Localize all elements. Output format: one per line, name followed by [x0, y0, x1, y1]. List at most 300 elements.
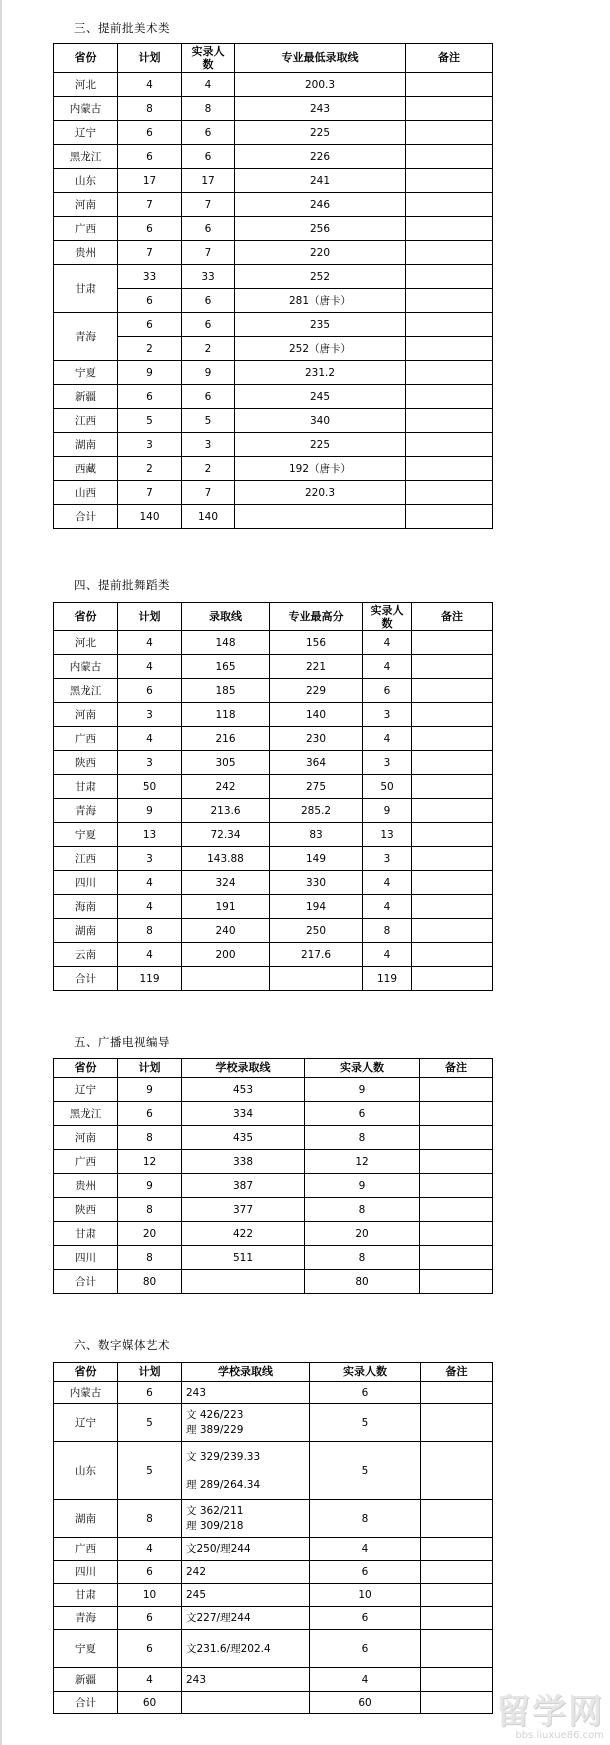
plan-cell: 8 [118, 1126, 182, 1150]
line-cell: 338 [182, 1150, 305, 1174]
total-plan-cell: 119 [118, 967, 182, 991]
admitted-cell: 8 [305, 1198, 420, 1222]
fine-arts-table [53, 43, 493, 529]
admitted-cell: 3 [363, 847, 412, 871]
remark-cell [412, 751, 493, 775]
province-cell: 新疆 [54, 385, 118, 409]
remark-cell [406, 265, 493, 289]
plan-cell: 6 [118, 313, 182, 337]
max-cell: 140 [270, 703, 363, 727]
score-cell: 252（唐卡） [235, 337, 406, 361]
score-cell: 256 [235, 217, 406, 241]
plan-cell: 4 [118, 727, 182, 751]
remark-cell [420, 1150, 493, 1174]
remark-cell [406, 217, 493, 241]
province-cell: 河南 [54, 703, 118, 727]
plan-cell: 4 [118, 895, 182, 919]
admitted-cell: 8 [305, 1246, 420, 1270]
remark-cell [406, 409, 493, 433]
header-province: 省份 [54, 603, 118, 631]
remark-cell [406, 433, 493, 457]
line-cell: 200 [182, 943, 270, 967]
province-cell: 甘肃 [54, 775, 118, 799]
plan-cell: 6 [118, 385, 182, 409]
score-cell: 220 [235, 241, 406, 265]
plan-cell: 2 [118, 457, 182, 481]
admitted-cell: 9 [363, 799, 412, 823]
remark-cell [406, 289, 493, 313]
line-cell [182, 1442, 310, 1500]
header-admitted: 实录人数 [363, 603, 412, 631]
admitted-cell: 4 [363, 655, 412, 679]
header-province: 省份 [54, 1059, 118, 1078]
score-cell: 220.3 [235, 481, 406, 505]
province-cell: 内蒙古 [54, 655, 118, 679]
plan-cell: 12 [118, 1150, 182, 1174]
line-cell: 511 [182, 1246, 305, 1270]
admitted-cell: 8 [305, 1126, 420, 1150]
admitted-cell: 6 [310, 1607, 421, 1630]
admitted-cell: 5 [310, 1404, 421, 1442]
total-label-cell: 合计 [54, 1270, 118, 1294]
province-cell: 山东 [54, 1442, 118, 1500]
province-cell: 甘肃 [54, 1222, 118, 1246]
admitted-cell: 9 [182, 361, 235, 385]
remark-cell [406, 505, 493, 529]
remark-cell [412, 967, 493, 991]
dance-table [53, 602, 493, 991]
header-plan: 计划 [118, 1363, 182, 1382]
remark-cell [412, 799, 493, 823]
line-primary: 245 [186, 1589, 207, 1601]
line-primary: 242 [186, 1566, 207, 1578]
plan-cell: 33 [118, 265, 182, 289]
admitted-cell: 6 [182, 145, 235, 169]
admitted-cell: 7 [182, 241, 235, 265]
plan-cell: 5 [118, 1404, 182, 1442]
line-cell: 334 [182, 1102, 305, 1126]
admitted-cell: 6 [310, 1382, 421, 1404]
remark-cell [412, 823, 493, 847]
province-cell: 贵州 [54, 241, 118, 265]
site-watermark [496, 1694, 604, 1741]
remark-cell [406, 193, 493, 217]
admitted-cell: 4 [363, 727, 412, 751]
remark-cell [421, 1382, 493, 1404]
score-cell: 340 [235, 409, 406, 433]
plan-cell: 3 [118, 847, 182, 871]
plan-cell: 8 [118, 1246, 182, 1270]
line-secondary: 理 389/229 [186, 1423, 244, 1436]
province-cell: 辽宁 [54, 121, 118, 145]
remark-cell [412, 655, 493, 679]
header-max-score: 专业最高分 [270, 603, 363, 631]
province-cell: 海南 [54, 895, 118, 919]
admitted-cell: 3 [182, 433, 235, 457]
plan-cell: 2 [118, 337, 182, 361]
admitted-cell: 20 [305, 1222, 420, 1246]
line-cell: 242 [182, 775, 270, 799]
score-cell: 243 [235, 97, 406, 121]
max-cell: 229 [270, 679, 363, 703]
plan-cell: 17 [118, 169, 182, 193]
admitted-cell: 4 [363, 871, 412, 895]
remark-cell [420, 1198, 493, 1222]
remark-cell [421, 1404, 493, 1442]
total-plan-cell: 80 [118, 1270, 182, 1294]
plan-cell: 6 [118, 1561, 182, 1584]
admitted-cell: 6 [305, 1102, 420, 1126]
line-secondary: 理 309/218 [186, 1519, 244, 1532]
admitted-cell: 8 [310, 1500, 421, 1538]
plan-cell: 5 [118, 1442, 182, 1500]
admitted-cell: 17 [182, 169, 235, 193]
province-cell: 陕西 [54, 1198, 118, 1222]
max-cell [270, 967, 363, 991]
plan-cell: 8 [118, 97, 182, 121]
remark-cell [406, 73, 493, 97]
total-admitted-cell: 119 [363, 967, 412, 991]
plan-cell: 4 [118, 943, 182, 967]
plan-cell: 4 [118, 1668, 182, 1692]
province-cell: 江西 [54, 847, 118, 871]
max-cell: 285.2 [270, 799, 363, 823]
line-cell [182, 1270, 305, 1294]
remark-cell [421, 1630, 493, 1668]
province-cell: 湖南 [54, 433, 118, 457]
province-cell: 广西 [54, 727, 118, 751]
remark-cell [420, 1102, 493, 1126]
plan-cell: 3 [118, 703, 182, 727]
line-cell [182, 1692, 310, 1714]
remark-cell [406, 313, 493, 337]
plan-cell: 10 [118, 1584, 182, 1607]
admitted-cell: 7 [182, 481, 235, 505]
admitted-cell: 6 [182, 217, 235, 241]
remark-cell [406, 121, 493, 145]
province-cell: 西藏 [54, 457, 118, 481]
line-cell [182, 1561, 310, 1584]
plan-cell: 7 [118, 481, 182, 505]
line-primary: 243 [186, 1673, 207, 1686]
remark-cell [412, 943, 493, 967]
admitted-cell: 9 [305, 1174, 420, 1198]
remark-cell [412, 919, 493, 943]
remark-cell [421, 1584, 493, 1607]
remark-cell [421, 1538, 493, 1561]
plan-cell: 20 [118, 1222, 182, 1246]
line-primary: 文 329/239.33 [186, 1450, 261, 1463]
section-title-dance: 四、提前批舞蹈类 [74, 578, 170, 592]
remark-cell [421, 1607, 493, 1630]
plan-cell: 9 [118, 799, 182, 823]
line-cell: 453 [182, 1078, 305, 1102]
plan-cell: 9 [118, 1174, 182, 1198]
remark-cell [420, 1246, 493, 1270]
remark-cell [406, 97, 493, 121]
province-cell: 广西 [54, 1150, 118, 1174]
remark-cell [412, 775, 493, 799]
province-cell: 山东 [54, 169, 118, 193]
line-cell: 213.6 [182, 799, 270, 823]
province-cell: 内蒙古 [54, 97, 118, 121]
line-cell [182, 967, 270, 991]
province-cell: 河南 [54, 193, 118, 217]
province-cell: 河北 [54, 631, 118, 655]
admitted-cell: 4 [363, 895, 412, 919]
plan-cell: 50 [118, 775, 182, 799]
remark-cell [412, 631, 493, 655]
line-cell: 143.88 [182, 847, 270, 871]
header-plan: 计划 [118, 44, 182, 73]
province-cell: 湖南 [54, 919, 118, 943]
score-cell: 226 [235, 145, 406, 169]
line-cell: 185 [182, 679, 270, 703]
header-school-line: 学校录取线 [182, 1363, 310, 1382]
total-label-cell: 合计 [54, 1692, 118, 1714]
line-primary: 文227/理244 [186, 1612, 251, 1624]
admitted-cell: 6 [363, 679, 412, 703]
score-cell [235, 505, 406, 529]
remark-cell [406, 361, 493, 385]
admitted-cell: 5 [182, 409, 235, 433]
line-primary: 243 [186, 1386, 207, 1399]
total-label-cell: 合计 [54, 967, 118, 991]
plan-cell: 4 [118, 871, 182, 895]
admitted-cell: 13 [363, 823, 412, 847]
line-cell: 191 [182, 895, 270, 919]
plan-cell: 6 [118, 1630, 182, 1668]
admitted-cell: 3 [363, 703, 412, 727]
section-title-fine-arts: 三、提前批美术类 [74, 21, 170, 35]
admitted-cell: 6 [182, 289, 235, 313]
line-cell: 72.34 [182, 823, 270, 847]
province-cell: 新疆 [54, 1668, 118, 1692]
score-cell: 281（唐卡） [235, 289, 406, 313]
total-plan-cell: 140 [118, 505, 182, 529]
plan-cell: 7 [118, 241, 182, 265]
province-cell: 辽宁 [54, 1078, 118, 1102]
line-cell [182, 1500, 310, 1538]
province-cell: 山西 [54, 481, 118, 505]
province-cell: 甘肃 [54, 265, 118, 313]
max-cell: 230 [270, 727, 363, 751]
line-primary: 文 362/211 [186, 1504, 244, 1517]
plan-cell: 4 [118, 73, 182, 97]
line-cell [182, 1538, 310, 1561]
line-cell: 216 [182, 727, 270, 751]
line-cell: 387 [182, 1174, 305, 1198]
line-cell: 305 [182, 751, 270, 775]
remark-cell [406, 337, 493, 361]
header-min-score: 专业最低录取线 [235, 44, 406, 73]
remark-cell [421, 1500, 493, 1538]
score-cell: 225 [235, 433, 406, 457]
remark-cell [420, 1222, 493, 1246]
line-cell [182, 1630, 310, 1668]
header-remarks: 备注 [406, 44, 493, 73]
admitted-cell: 6 [182, 313, 235, 337]
province-cell: 黑龙江 [54, 1102, 118, 1126]
header-province: 省份 [54, 44, 118, 73]
admitted-cell: 6 [182, 385, 235, 409]
header-remarks: 备注 [420, 1059, 493, 1078]
header-admitted: 实录人数 [182, 44, 235, 73]
province-cell: 四川 [54, 871, 118, 895]
line-cell [182, 1404, 310, 1442]
province-cell: 宁夏 [54, 361, 118, 385]
remark-cell [412, 871, 493, 895]
total-admitted-cell: 60 [310, 1692, 421, 1714]
line-primary: 文 426/223 [186, 1408, 244, 1421]
broadcast-table [53, 1058, 493, 1294]
province-cell: 黑龙江 [54, 145, 118, 169]
admitted-cell: 6 [310, 1561, 421, 1584]
province-cell: 内蒙古 [54, 1382, 118, 1404]
admitted-cell: 33 [182, 265, 235, 289]
score-cell: 235 [235, 313, 406, 337]
plan-cell: 6 [118, 121, 182, 145]
score-cell: 192（唐卡） [235, 457, 406, 481]
province-cell: 黑龙江 [54, 679, 118, 703]
admitted-cell: 6 [182, 121, 235, 145]
admitted-cell: 3 [363, 751, 412, 775]
admitted-cell: 2 [182, 457, 235, 481]
header-school-line: 学校录取线 [182, 1059, 305, 1078]
score-cell: 245 [235, 385, 406, 409]
plan-cell: 4 [118, 655, 182, 679]
province-cell: 宁夏 [54, 823, 118, 847]
plan-cell: 8 [118, 1198, 182, 1222]
plan-cell: 6 [118, 289, 182, 313]
province-cell: 广西 [54, 217, 118, 241]
province-cell: 陕西 [54, 751, 118, 775]
score-cell: 231.2 [235, 361, 406, 385]
line-cell: 422 [182, 1222, 305, 1246]
remark-cell [420, 1174, 493, 1198]
remark-cell [412, 847, 493, 871]
header-province: 省份 [54, 1363, 118, 1382]
province-cell: 江西 [54, 409, 118, 433]
province-cell: 宁夏 [54, 1630, 118, 1668]
line-primary: 文250/理244 [186, 1543, 251, 1555]
score-cell: 241 [235, 169, 406, 193]
plan-cell: 13 [118, 823, 182, 847]
header-admitted: 实录人数 [310, 1363, 421, 1382]
max-cell: 364 [270, 751, 363, 775]
line-secondary: 理 289/264.34 [186, 1478, 261, 1491]
line-primary: 文231.6/理202.4 [186, 1642, 271, 1655]
admitted-cell: 10 [310, 1584, 421, 1607]
plan-cell: 5 [118, 409, 182, 433]
header-remarks: 备注 [421, 1363, 493, 1382]
line-cell: 240 [182, 919, 270, 943]
remark-cell [421, 1668, 493, 1692]
remark-cell [406, 385, 493, 409]
remark-cell [412, 679, 493, 703]
admitted-cell: 12 [305, 1150, 420, 1174]
province-cell: 青海 [54, 313, 118, 361]
max-cell: 194 [270, 895, 363, 919]
section-title-broadcast: 五、广播电视编导 [74, 1035, 170, 1049]
province-cell: 青海 [54, 799, 118, 823]
plan-cell: 3 [118, 433, 182, 457]
admitted-cell: 4 [310, 1668, 421, 1692]
admitted-cell: 7 [182, 193, 235, 217]
province-cell: 贵州 [54, 1174, 118, 1198]
admitted-cell: 9 [305, 1078, 420, 1102]
line-cell [182, 1382, 310, 1404]
province-cell: 云南 [54, 943, 118, 967]
province-cell: 四川 [54, 1561, 118, 1584]
score-cell: 200.3 [235, 73, 406, 97]
remark-cell [421, 1442, 493, 1500]
left-page-rail [0, 0, 2, 1745]
plan-cell: 3 [118, 751, 182, 775]
province-cell: 广西 [54, 1538, 118, 1561]
remark-cell [406, 241, 493, 265]
total-admitted-cell: 80 [305, 1270, 420, 1294]
province-cell: 辽宁 [54, 1404, 118, 1442]
digital-media-table [53, 1362, 493, 1714]
line-cell: 148 [182, 631, 270, 655]
admitted-cell: 4 [182, 73, 235, 97]
remark-cell [420, 1270, 493, 1294]
plan-cell: 4 [118, 1538, 182, 1561]
line-cell: 165 [182, 655, 270, 679]
score-cell: 225 [235, 121, 406, 145]
remark-cell [406, 145, 493, 169]
remark-cell [406, 457, 493, 481]
admitted-cell: 4 [363, 943, 412, 967]
admitted-cell: 8 [182, 97, 235, 121]
plan-cell: 6 [118, 217, 182, 241]
province-cell: 四川 [54, 1246, 118, 1270]
remark-cell [412, 727, 493, 751]
province-cell: 河南 [54, 1126, 118, 1150]
admitted-cell: 6 [310, 1630, 421, 1668]
province-cell: 青海 [54, 1607, 118, 1630]
max-cell: 275 [270, 775, 363, 799]
remark-cell [421, 1692, 493, 1714]
watermark-url: bbs.liuxue86.com [515, 1730, 604, 1741]
header-admitted: 实录人数 [305, 1059, 420, 1078]
line-cell: 435 [182, 1126, 305, 1150]
max-cell: 221 [270, 655, 363, 679]
score-cell: 246 [235, 193, 406, 217]
header-admission-line: 录取线 [182, 603, 270, 631]
plan-cell: 9 [118, 1078, 182, 1102]
max-cell: 83 [270, 823, 363, 847]
watermark-logo-text: 留学网 [496, 1692, 604, 1732]
remark-cell [406, 169, 493, 193]
max-cell: 217.6 [270, 943, 363, 967]
plan-cell: 8 [118, 919, 182, 943]
line-cell: 118 [182, 703, 270, 727]
max-cell: 330 [270, 871, 363, 895]
plan-cell: 7 [118, 193, 182, 217]
plan-cell: 9 [118, 361, 182, 385]
total-label-cell: 合计 [54, 505, 118, 529]
line-cell [182, 1668, 310, 1692]
plan-cell: 6 [118, 1102, 182, 1126]
total-plan-cell: 60 [118, 1692, 182, 1714]
plan-cell: 4 [118, 631, 182, 655]
remark-cell [421, 1561, 493, 1584]
remark-cell [420, 1078, 493, 1102]
total-admitted-cell: 140 [182, 505, 235, 529]
remark-cell [412, 895, 493, 919]
